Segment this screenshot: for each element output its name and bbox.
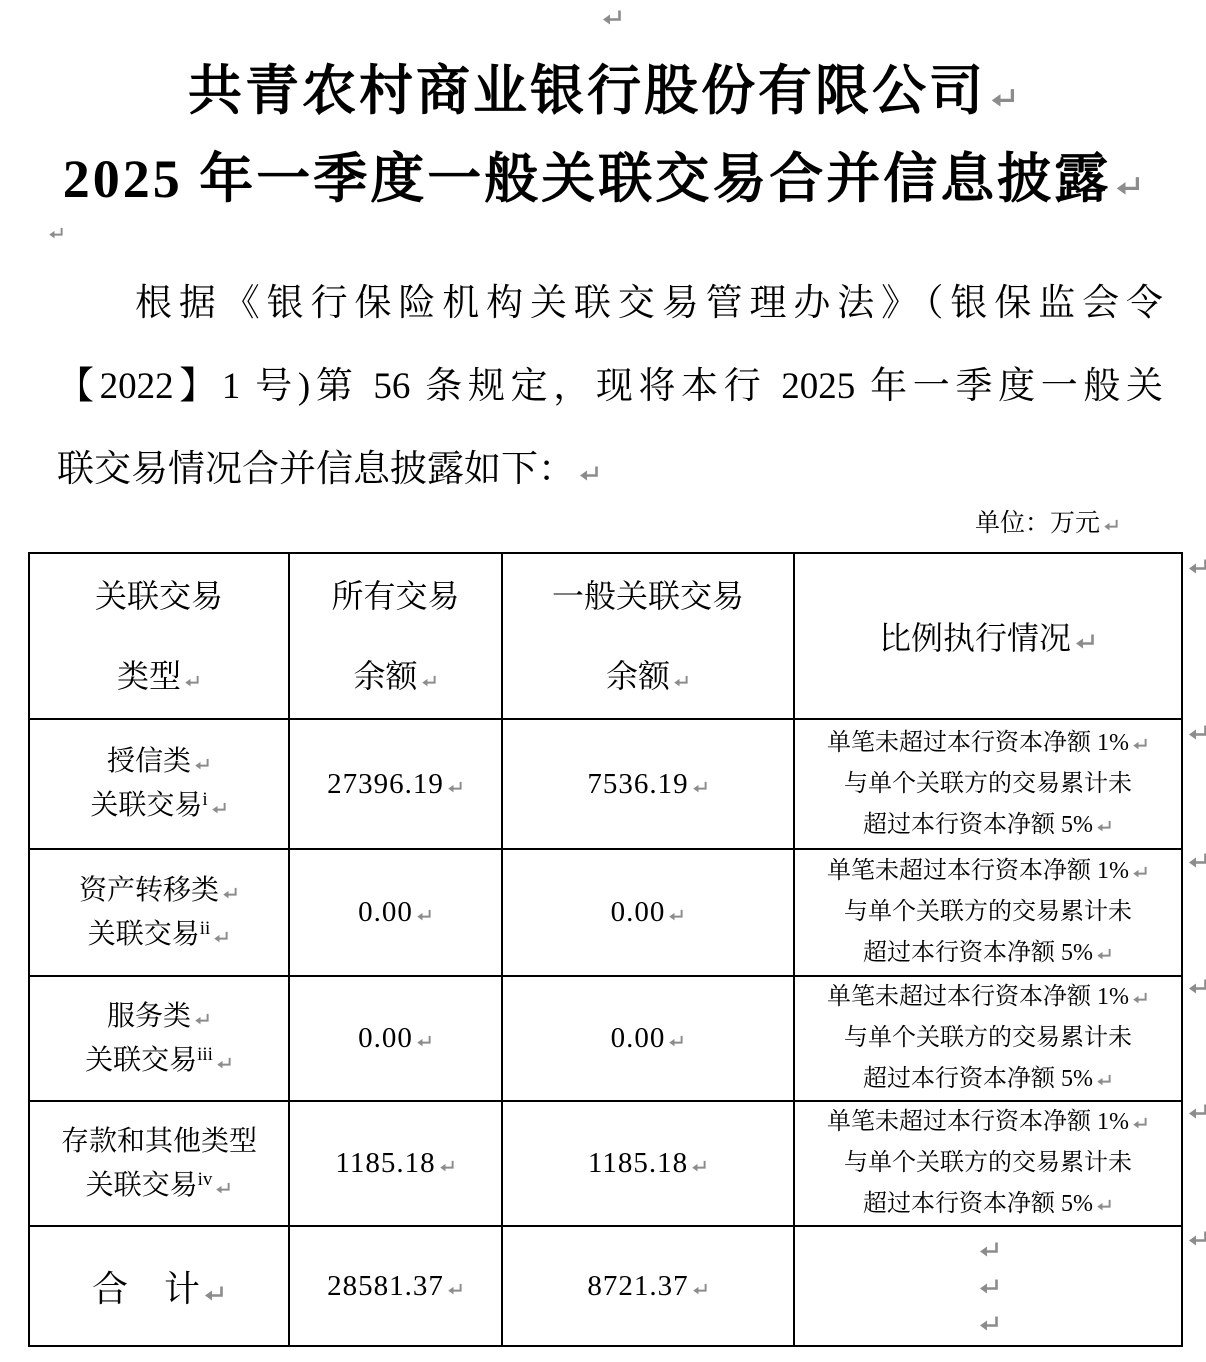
ratio-text: [795, 977, 1181, 1018]
paragraph-mark-icon: [420, 674, 438, 689]
paragraph-mark-icon: [1095, 819, 1113, 834]
paragraph-mark-icon: [1102, 518, 1120, 533]
ratio-text: [795, 851, 1181, 892]
header-text: 关联交易: [94, 578, 223, 614]
related-transactions-table: [28, 552, 1183, 1347]
paragraph-mark-icon: [1095, 1198, 1113, 1213]
balance-value: 7536.19: [587, 767, 689, 800]
header-text: 比例执行情况: [878, 620, 1071, 656]
paragraph-mark-icon: [221, 886, 239, 901]
paragraph-mark-icon: [1131, 865, 1149, 880]
paragraph-mark-icon: [415, 908, 433, 923]
ratio-text: 与单个关联方的交易累计未: [844, 899, 1132, 925]
cell-type: [29, 976, 289, 1101]
paragraph-mark-icon: [672, 674, 690, 689]
ratio-text: [795, 1059, 1181, 1100]
type-text: 授信类: [106, 746, 191, 777]
type-text: 关联交易: [87, 918, 200, 950]
type-text: [30, 1164, 288, 1208]
table-row-deposit-other: [29, 1101, 1182, 1226]
cell-total-label: [29, 1226, 289, 1346]
total-label-text: 合 计: [91, 1268, 200, 1309]
unit-label-line: [0, 504, 1206, 544]
paragraph-mark-icon: [214, 1181, 232, 1196]
ratio-text: 超过本行资本净额 5%: [863, 1066, 1093, 1092]
paragraph-mark-icon: [1186, 1102, 1206, 1122]
paragraph-mark-icon: [977, 1314, 1001, 1334]
page-title-line2: [0, 146, 1206, 214]
header-cell-general-balance: [502, 553, 794, 719]
cell-ratio-empty: [794, 1226, 1182, 1346]
paragraph-mark-icon: [600, 8, 624, 28]
header-text: [30, 652, 288, 700]
type-text: 存款和其他类型: [60, 1125, 257, 1157]
paragraph-mark-icon: [446, 780, 464, 795]
cell-ratio: [794, 849, 1182, 976]
type-text: 资产转移类: [78, 874, 219, 906]
type-text: 服务类: [106, 1000, 191, 1032]
body-line-text: 联交易情况合并信息披露如下：: [57, 449, 575, 490]
paragraph-mark-icon: [577, 464, 601, 484]
body-line: 根据《银行保险机构关联交易管理办法》（银保监会令: [135, 283, 1163, 324]
paragraph-mark-icon: [212, 930, 230, 945]
paragraph-mark-icon: [691, 1282, 709, 1297]
table-row-asset-transfer: [29, 849, 1182, 976]
paragraph-mark-icon: [1186, 723, 1206, 743]
unit-label: 单位：万元: [974, 510, 1100, 537]
ratio-text: 与单个关联方的交易累计未: [844, 1025, 1132, 1051]
cell-type: [29, 719, 289, 849]
paragraph-mark-icon: [988, 86, 1018, 111]
cell-ratio: [794, 719, 1182, 849]
header-text: 所有交易: [331, 578, 460, 614]
ratio-text: [795, 933, 1181, 974]
cell-general-balance: [502, 976, 794, 1101]
header-cell-all-balance: [289, 553, 502, 719]
paragraph-mark-icon: [1186, 977, 1206, 997]
table-row-credit: [29, 719, 1182, 849]
paragraph-mark-icon: [1186, 1229, 1206, 1249]
table-row-service: [29, 976, 1182, 1101]
ratio-text: 单笔未超过本行资本净额 1%: [827, 984, 1129, 1010]
paragraph-mark-icon: [415, 1034, 433, 1049]
paragraph-mark-icon: [1095, 1073, 1113, 1088]
header-cell-type: [29, 553, 289, 719]
cell-all-balance: [289, 849, 502, 976]
cell-ratio: [794, 976, 1182, 1101]
balance-value: 1185.18: [335, 1147, 436, 1179]
ratio-text: [795, 723, 1181, 764]
paragraph-mark-icon: [977, 1240, 1001, 1260]
paragraph-mark-icon: [1113, 174, 1143, 199]
header-text: [290, 652, 501, 700]
type-text: [30, 784, 288, 828]
header-text: 余额: [353, 658, 418, 694]
ratio-text: 超过本行资本净额 5%: [863, 811, 1093, 838]
balance-value: 28581.37: [327, 1269, 444, 1302]
type-text: [30, 1039, 288, 1083]
ratio-text: 与单个关联方的交易累计未: [844, 770, 1132, 797]
ratio-text: 单笔未超过本行资本净额 1%: [827, 1109, 1129, 1135]
cell-general-balance: [502, 719, 794, 849]
paragraph-mark-icon: [215, 1056, 233, 1071]
header-text: 一般关联交易: [551, 578, 744, 614]
balance-value: 0.00: [358, 896, 413, 928]
note-reference: iv: [197, 1168, 213, 1190]
balance-value: 0.00: [610, 896, 666, 928]
paragraph-mark-icon: [446, 1282, 464, 1297]
paragraph-mark-icon: [183, 674, 201, 689]
header-text: [503, 652, 793, 700]
paragraph-mark-icon: [691, 780, 709, 795]
paragraph-mark-icon: [1186, 851, 1206, 871]
note-reference: i: [202, 789, 208, 810]
header-cell-ratio: [794, 553, 1182, 719]
paragraph-mark-icon: [690, 1159, 708, 1174]
ratio-text: 超过本行资本净额 5%: [863, 1191, 1093, 1217]
paragraph-mark-icon: [1186, 557, 1206, 577]
balance-value: 0.00: [610, 1022, 666, 1054]
paragraph-mark-icon: [202, 1284, 226, 1304]
paragraph-mark-icon: [667, 908, 685, 923]
table-row-total: [29, 1226, 1182, 1346]
cell-general-balance-total: [502, 1226, 794, 1346]
table-header-row: [29, 553, 1182, 719]
paragraph-mark-icon: [1131, 991, 1149, 1006]
paragraph-mark-icon: [1073, 632, 1097, 652]
cell-all-balance: [289, 976, 502, 1101]
balance-value: 27396.19: [327, 767, 444, 800]
type-text: [30, 995, 288, 1039]
note-reference: ii: [199, 917, 211, 939]
cell-type: [29, 849, 289, 976]
balance-value: 0.00: [358, 1022, 413, 1054]
page-title-line1: [0, 58, 1206, 126]
header-text: 类型: [116, 658, 181, 694]
cell-all-balance: [289, 719, 502, 849]
paragraph-mark-icon: [1095, 947, 1113, 962]
paragraph-mark-icon: [1131, 1116, 1149, 1131]
paragraph-mark-icon: [210, 801, 228, 816]
ratio-text: 单笔未超过本行资本净额 1%: [827, 729, 1129, 756]
type-text: 关联交易: [85, 1169, 198, 1201]
ratio-text: 超过本行资本净额 5%: [863, 940, 1093, 966]
body-line: [57, 428, 1163, 511]
balance-value: 1185.18: [587, 1147, 689, 1179]
body-line: 【2022】1 号)第 56 条规定，现将本行 2025 年一季度一般关: [57, 366, 1163, 407]
cell-all-balance: [289, 1101, 502, 1226]
ratio-text: 单笔未超过本行资本净额 1%: [827, 858, 1129, 884]
empty-paragraph-marks: [795, 1238, 1181, 1334]
ratio-text: 与单个关联方的交易累计未: [844, 1150, 1132, 1176]
ratio-text: [795, 1102, 1181, 1143]
title-text: 2025 年一季度一般关联交易合并信息披露: [62, 149, 1112, 209]
paragraph-mark-icon: [667, 1034, 685, 1049]
balance-value: 8721.37: [587, 1269, 689, 1302]
type-text: 关联交易: [85, 1044, 198, 1076]
type-text: [30, 869, 288, 913]
note-reference: iii: [197, 1043, 213, 1065]
paragraph-mark-icon: [977, 1277, 1001, 1297]
cell-all-balance-total: [289, 1226, 502, 1346]
ratio-text: [795, 1184, 1181, 1225]
paragraph-mark-icon: [438, 1159, 456, 1174]
type-text: 关联交易: [90, 790, 203, 821]
paragraph-mark-icon: [193, 757, 211, 772]
cell-type: [29, 1101, 289, 1226]
type-text: [30, 913, 288, 957]
paragraph-mark-icon: [193, 1012, 211, 1027]
title-text: 共青农村商业银行股份有限公司: [188, 61, 986, 121]
body-paragraph: [57, 262, 1163, 511]
type-text: [30, 740, 288, 784]
cell-general-balance: [502, 1101, 794, 1226]
paragraph-mark-icon: [47, 226, 65, 241]
ratio-text: [795, 805, 1181, 846]
header-text: 余额: [605, 658, 670, 694]
paragraph-mark-icon: [1131, 737, 1149, 752]
cell-ratio: [794, 1101, 1182, 1226]
cell-general-balance: [502, 849, 794, 976]
